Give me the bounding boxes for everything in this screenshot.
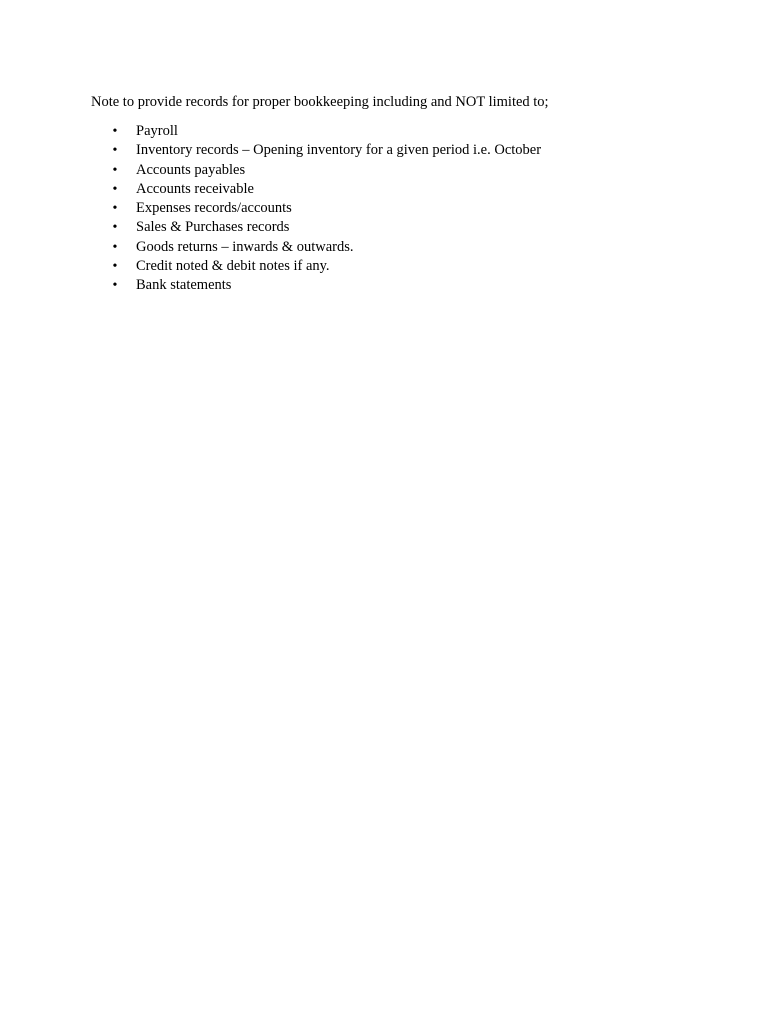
bullet-icon: • — [112, 143, 118, 159]
list-item-text: Bank statements — [136, 277, 232, 294]
bullet-icon: • — [112, 278, 118, 294]
bullet-icon: • — [112, 124, 118, 139]
list-item-text: Expenses records/accounts — [136, 200, 292, 217]
bullet-icon: • — [112, 162, 118, 178]
list-item-text: Payroll — [136, 123, 178, 139]
bullet-icon: • — [112, 220, 118, 236]
list-item-text: Sales & Purchases records — [136, 219, 290, 236]
bullet-icon: • — [112, 239, 118, 255]
list-item-text: Accounts receivable — [136, 180, 254, 197]
bullet-icon: • — [112, 201, 118, 217]
list-item-text: Inventory records – Opening inventory for a given period i.e. October — [136, 142, 542, 159]
list-item-text: Credit noted & debit notes if any. — [136, 258, 330, 275]
list-item-text: Accounts payables — [136, 161, 246, 178]
intro-paragraph: Note to provide records for proper bookkeeping including and NOT limited to; — [91, 94, 549, 110]
bullet-icon: • — [112, 181, 118, 197]
list-item-text: Goods returns – inwards & outwards. — [136, 238, 354, 255]
bullet-icon: • — [112, 259, 118, 275]
